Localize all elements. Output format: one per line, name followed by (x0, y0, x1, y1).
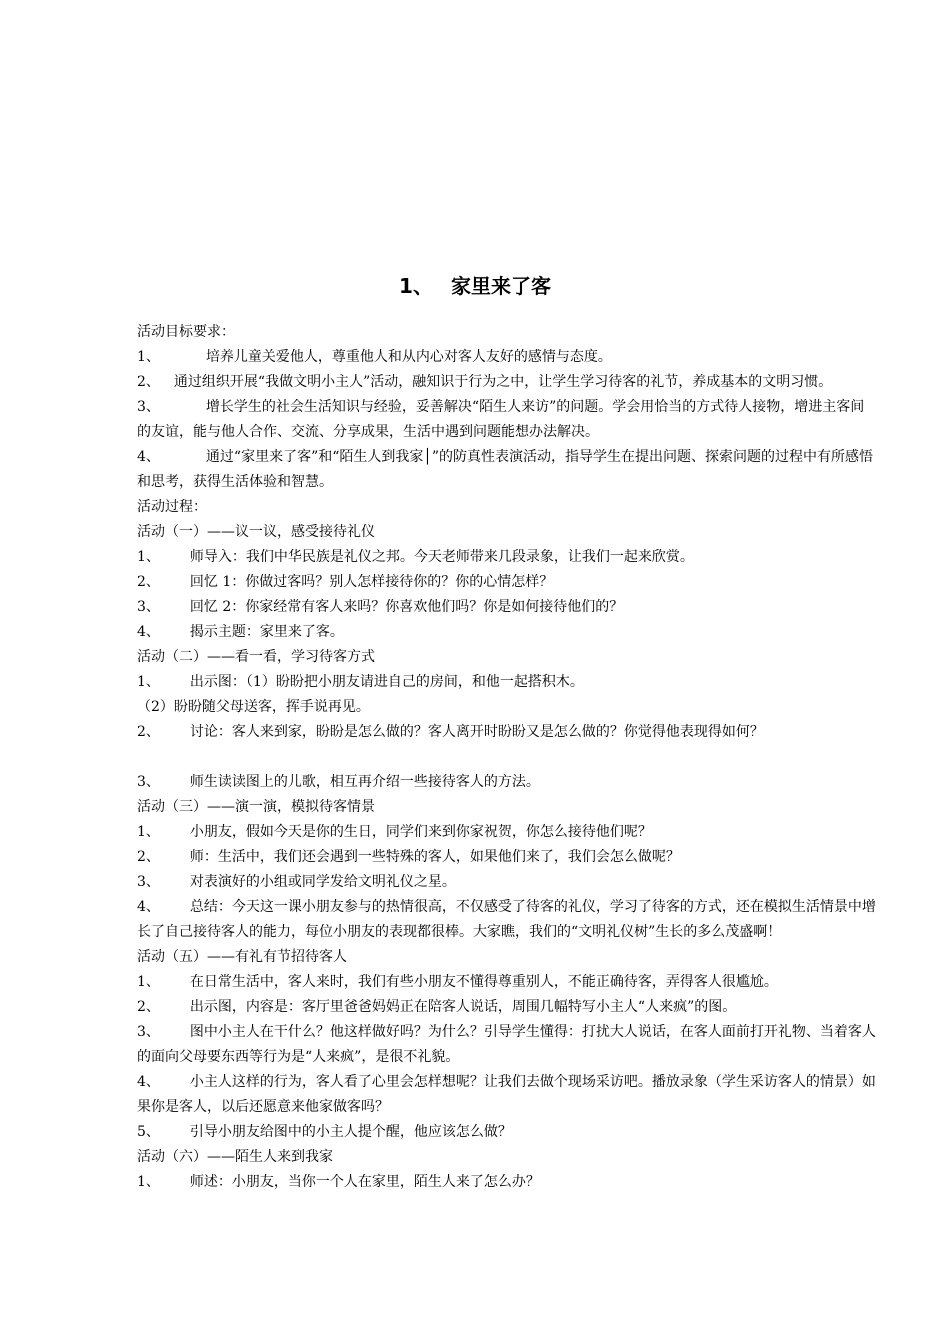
list-item: 2、 讨论：客人来到家，盼盼是怎么做的？客人离开时盼盼又是怎么做的？你觉得他表现得如何？ (137, 724, 764, 740)
activity-heading: 活动（五）——有礼有节招待客人 (137, 949, 347, 965)
goal-item: 3、 增长学生的社会生活知识与经验，妥善解决“陌生人来访”的问题。学会用恰当的方式待人接物，增进主客间的友谊，能与他人合作、交流、分享成果，生活中遇到问题能想办法解决。 (137, 399, 865, 440)
process-heading: 活动过程： (137, 499, 207, 515)
list-item: 4、 小主人这样的行为，客人看了心里会怎样想呢？让我们去做个现场采访吧。播放录象（学生采访客人的情景）如果你是客人，以后还愿意来他家做客吗？ (137, 1074, 876, 1115)
goal-item: 4、 通过“家里来了客”和“陌生人到我家│”的防真性表演活动，指导学生在提出问题、探索问题的过程中有所感悟和思考，获得生活体验和智慧。 (137, 449, 873, 490)
goals-heading: 活动目标要求： (137, 324, 235, 340)
list-item-continuation: （2）盼盼随父母送客，挥手说再见。 (137, 699, 370, 715)
list-item: 3、 图中小主人在干什么？他这样做好吗？为什么？引导学生懂得：打扰大人说话，在客人面前打开礼物、当着客人的面向父母要东西等行为是“人来疯”，是很不礼貌。 (137, 1024, 876, 1065)
list-item: 4、 揭示主题：家里来了客。 (137, 624, 344, 640)
document-title (0, 270, 950, 299)
list-item: 4、 总结：今天这一课小朋友参与的热情很高，不仅感受了待客的礼仪，学习了待客的方式，还在模拟生活情景中增长了自己接待客人的能力，每位小朋友的表现都很棒。大家瞧，我们的“文明礼仪树”生长的多么茂盛啊！ (137, 899, 876, 940)
activity-heading: 活动（一）——议一议，感受接待礼仪 (137, 524, 375, 540)
list-item: 1、 在日常生活中，客人来时，我们有些小朋友不懂得尊重别人，不能正确待客，弄得客人很尴尬。 (137, 974, 778, 990)
activity-heading: 活动（三）——演一演，模拟待客情景 (137, 799, 375, 815)
goal-item: 2、 通过组织开展“我做文明小主人”活动，融知识于行为之中，让学生学习待客的礼节，养成基本的文明习惯。 (137, 374, 833, 390)
list-item: 1、 出示图：（1）盼盼把小朋友请进自己的房间，和他一起搭积木。 (137, 674, 584, 690)
title-number: 1、 (399, 274, 433, 298)
list-item: 3、 回忆 2：你家经常有客人来吗？你喜欢他们吗？你是如何接待他们的？ (137, 599, 624, 615)
list-item: 2、 师：生活中，我们还会遇到一些特殊的客人，如果他们来了，我们会怎么做呢？ (137, 849, 680, 865)
list-item: 5、 引导小朋友给图中的小主人提个醒，他应该怎么做？ (137, 1124, 512, 1140)
document-body (137, 320, 877, 1195)
goal-item: 1、 培养儿童关爱他人，尊重他人和从内心对客人友好的感情与态度。 (137, 349, 612, 365)
list-item: 3、 对表演好的小组或同学发给文明礼仪之星。 (137, 874, 456, 890)
list-item: 1、 师导入：我们中华民族是礼仪之邦。今天老师带来几段录象，让我们一起来欣赏。 (137, 549, 694, 565)
list-item: 3、 师生读读图上的儿歌，相互再介绍一些接待客人的方法。 (137, 774, 540, 790)
blank-line (137, 745, 877, 770)
activity-heading: 活动（二）——看一看，学习待客方式 (137, 649, 375, 665)
list-item: 2、 回忆 1：你做过客吗？别人怎样接待你的？你的心情怎样？ (137, 574, 554, 590)
list-item: 1、 小朋友，假如今天是你的生日，同学们来到你家祝贺，你怎么接待他们呢？ (137, 824, 652, 840)
list-item: 2、 出示图，内容是：客厅里爸爸妈妈正在陪客人说话，周围几幅特写小主人“人来疯”的图。 (137, 999, 737, 1015)
title-text: 家里来了客 (450, 274, 551, 298)
activity-heading: 活动（六）——陌生人来到我家 (137, 1149, 333, 1165)
list-item: 1、 师述：小朋友，当你一个人在家里，陌生人来了怎么办？ (137, 1174, 540, 1190)
